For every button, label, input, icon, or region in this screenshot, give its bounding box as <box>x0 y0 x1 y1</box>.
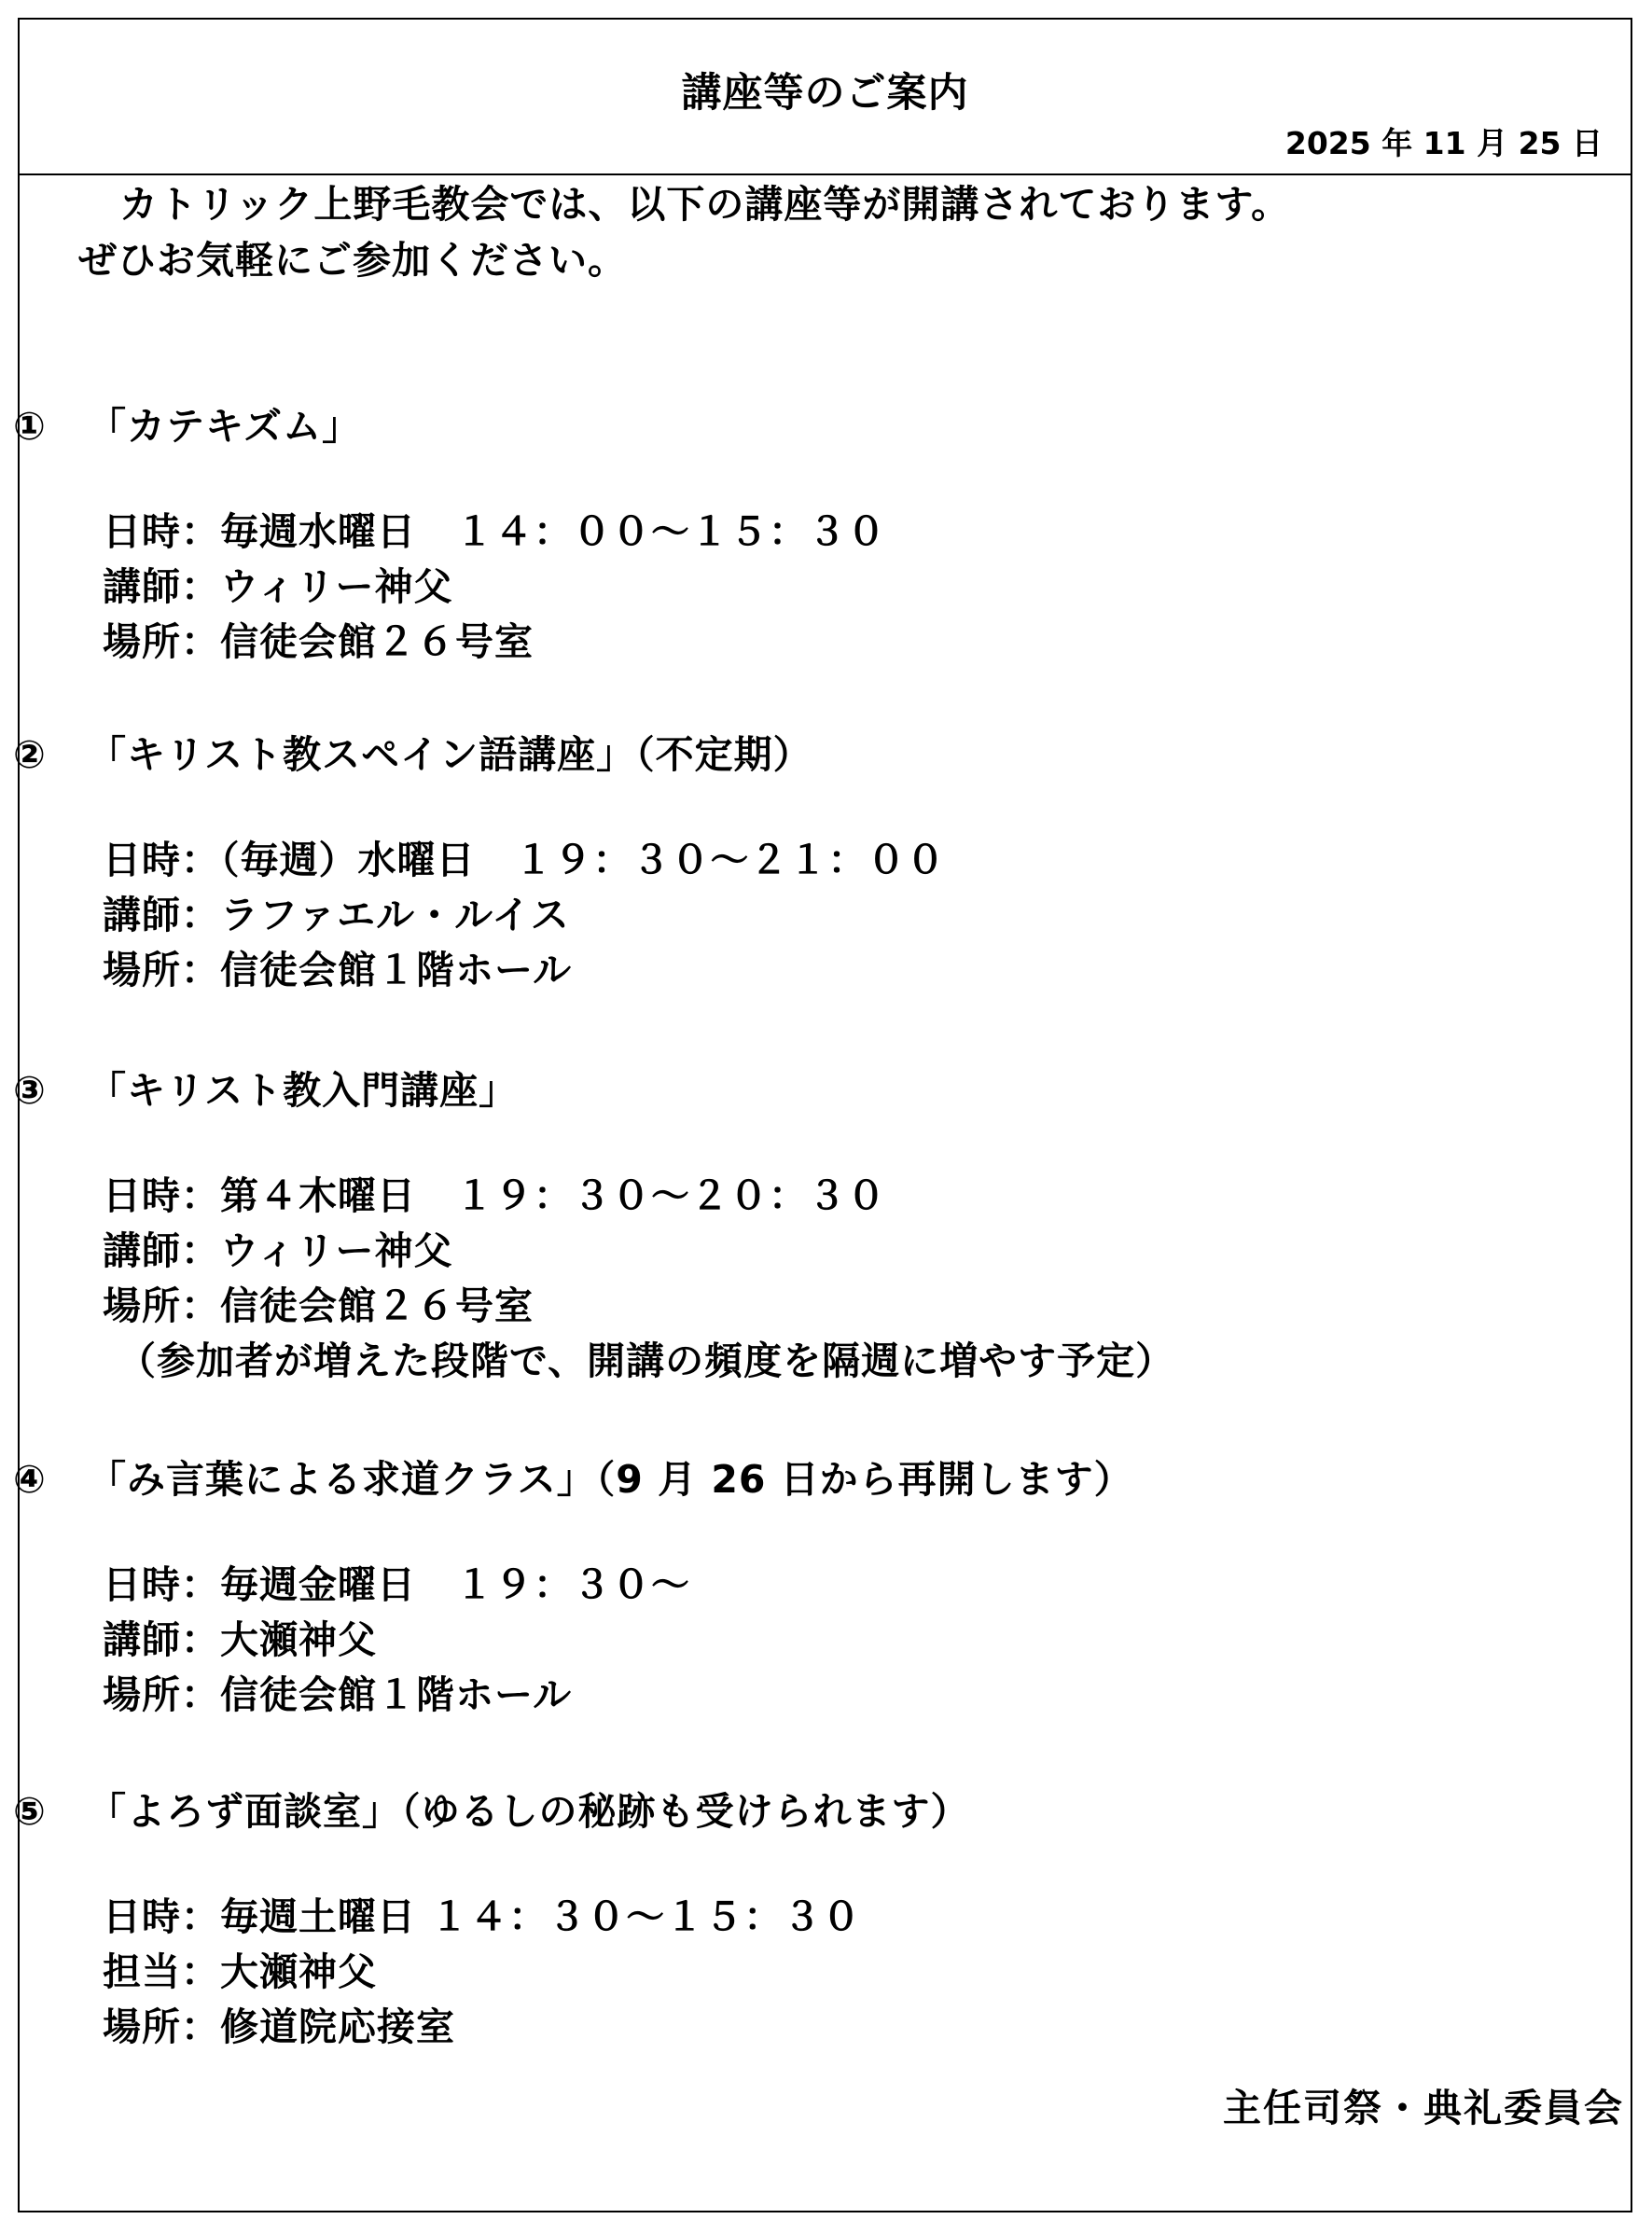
intro-paragraph <box>62 176 1290 288</box>
course-number: ③ <box>13 1068 47 1113</box>
detail-value: 大瀬神父 <box>220 1617 377 1662</box>
detail-label: 日時： <box>103 838 220 882</box>
detail-instructor <box>103 1613 1599 1668</box>
detail-label: 日時： <box>103 1894 220 1939</box>
course-section-3 <box>13 1062 1599 1389</box>
detail-label: 講師： <box>103 893 220 937</box>
detail-label: 日時： <box>103 1173 220 1218</box>
detail-label: 担当： <box>103 1949 220 1994</box>
detail-value: 毎週金曜日 １９：３０～ <box>220 1562 690 1607</box>
course-details <box>13 1558 1599 1723</box>
detail-label: 日時： <box>103 1562 220 1607</box>
course-details <box>13 505 1599 670</box>
detail-label: 講師： <box>103 1617 220 1662</box>
detail-value: ラファエル・ルイス <box>220 893 570 937</box>
course-section-1 <box>13 398 1599 670</box>
detail-instructor <box>103 888 1599 943</box>
course-title-row <box>13 398 1599 454</box>
detail-value: 信徒会館１階ホール <box>220 1672 573 1717</box>
course-title: 「キリスト教スペイン語講座」（不定期） <box>88 732 812 777</box>
detail-label: 場所： <box>103 619 220 664</box>
course-section-4 <box>13 1451 1599 1723</box>
course-section-5 <box>13 1783 1599 2055</box>
header-divider <box>20 173 1631 175</box>
course-details <box>13 833 1599 998</box>
course-title-row <box>13 1062 1599 1118</box>
detail-datetime <box>103 1169 1599 1224</box>
signature: 主任司祭・典礼委員会 <box>1223 2086 1624 2130</box>
detail-value: 第４木曜日 １９：３０～２０：３０ <box>220 1173 886 1218</box>
detail-value: 大瀬神父 <box>220 1949 377 1994</box>
course-number: ④ <box>13 1457 47 1502</box>
detail-value: 信徒会館１階ホール <box>220 948 573 992</box>
course-number: ⑤ <box>13 1789 47 1834</box>
detail-label: 日時： <box>103 509 220 554</box>
issue-date: 2025 年 11 月 25 日 <box>1284 125 1603 161</box>
course-title-row <box>13 1783 1599 1839</box>
detail-location <box>103 615 1599 670</box>
course-title: 「キリスト教入門講座」 <box>88 1068 519 1113</box>
detail-instructor <box>103 1224 1599 1279</box>
detail-value: （毎週）水曜日 １９：３０～２１：００ <box>220 838 946 882</box>
detail-label: 講師： <box>103 1228 220 1273</box>
detail-value: 信徒会館２６号室 <box>220 1283 534 1328</box>
detail-label: 場所： <box>103 948 220 992</box>
course-number: ① <box>13 404 47 449</box>
detail-location <box>103 1668 1599 1723</box>
course-title: 「よろず面談室」（ゆるしの秘跡も受けられます） <box>88 1789 970 1834</box>
detail-datetime <box>103 1558 1599 1613</box>
course-title: 「み言葉による求道クラス」（9 月 26 日から再開します） <box>88 1457 1133 1502</box>
detail-instructor <box>103 560 1599 615</box>
page-title: 講座等のご案内 <box>681 70 969 117</box>
course-title: 「カテキズム」 <box>88 404 362 449</box>
detail-label: 講師： <box>103 564 220 609</box>
detail-label: 場所： <box>103 2004 220 2049</box>
course-note: （参加者が増えた段階で、開講の頻度を隔週に増やす予定） <box>118 1338 1175 1383</box>
course-number: ② <box>13 732 47 777</box>
detail-value: 毎週土曜日 １４：３０～１５：３０ <box>220 1894 862 1939</box>
course-section-2 <box>13 727 1599 998</box>
detail-value: 信徒会館２６号室 <box>220 619 534 664</box>
detail-datetime <box>103 1890 1599 1945</box>
intro-line-1: カトリック上野毛教会では、以下の講座等が開講されております。 <box>119 182 1291 227</box>
intro-line-2: ぜひお気軽にご参加ください。 <box>78 238 627 283</box>
detail-value: 毎週水曜日 １４：００～１５：３０ <box>220 509 886 554</box>
detail-datetime <box>103 833 1599 888</box>
detail-value: 修道院応接室 <box>220 2004 455 2049</box>
detail-label: 場所： <box>103 1672 220 1717</box>
detail-location <box>103 943 1599 998</box>
detail-label: 場所： <box>103 1283 220 1328</box>
detail-person-in-charge <box>103 1945 1599 2000</box>
course-title-row <box>13 1451 1599 1507</box>
detail-location <box>103 1279 1599 1334</box>
course-details <box>13 1169 1599 1389</box>
detail-location <box>103 2000 1599 2055</box>
detail-datetime <box>103 505 1599 560</box>
course-title-row <box>13 727 1599 783</box>
course-details <box>13 1890 1599 2055</box>
detail-value: ウィリー神父 <box>220 1228 453 1273</box>
detail-value: ウィリー神父 <box>220 564 453 609</box>
